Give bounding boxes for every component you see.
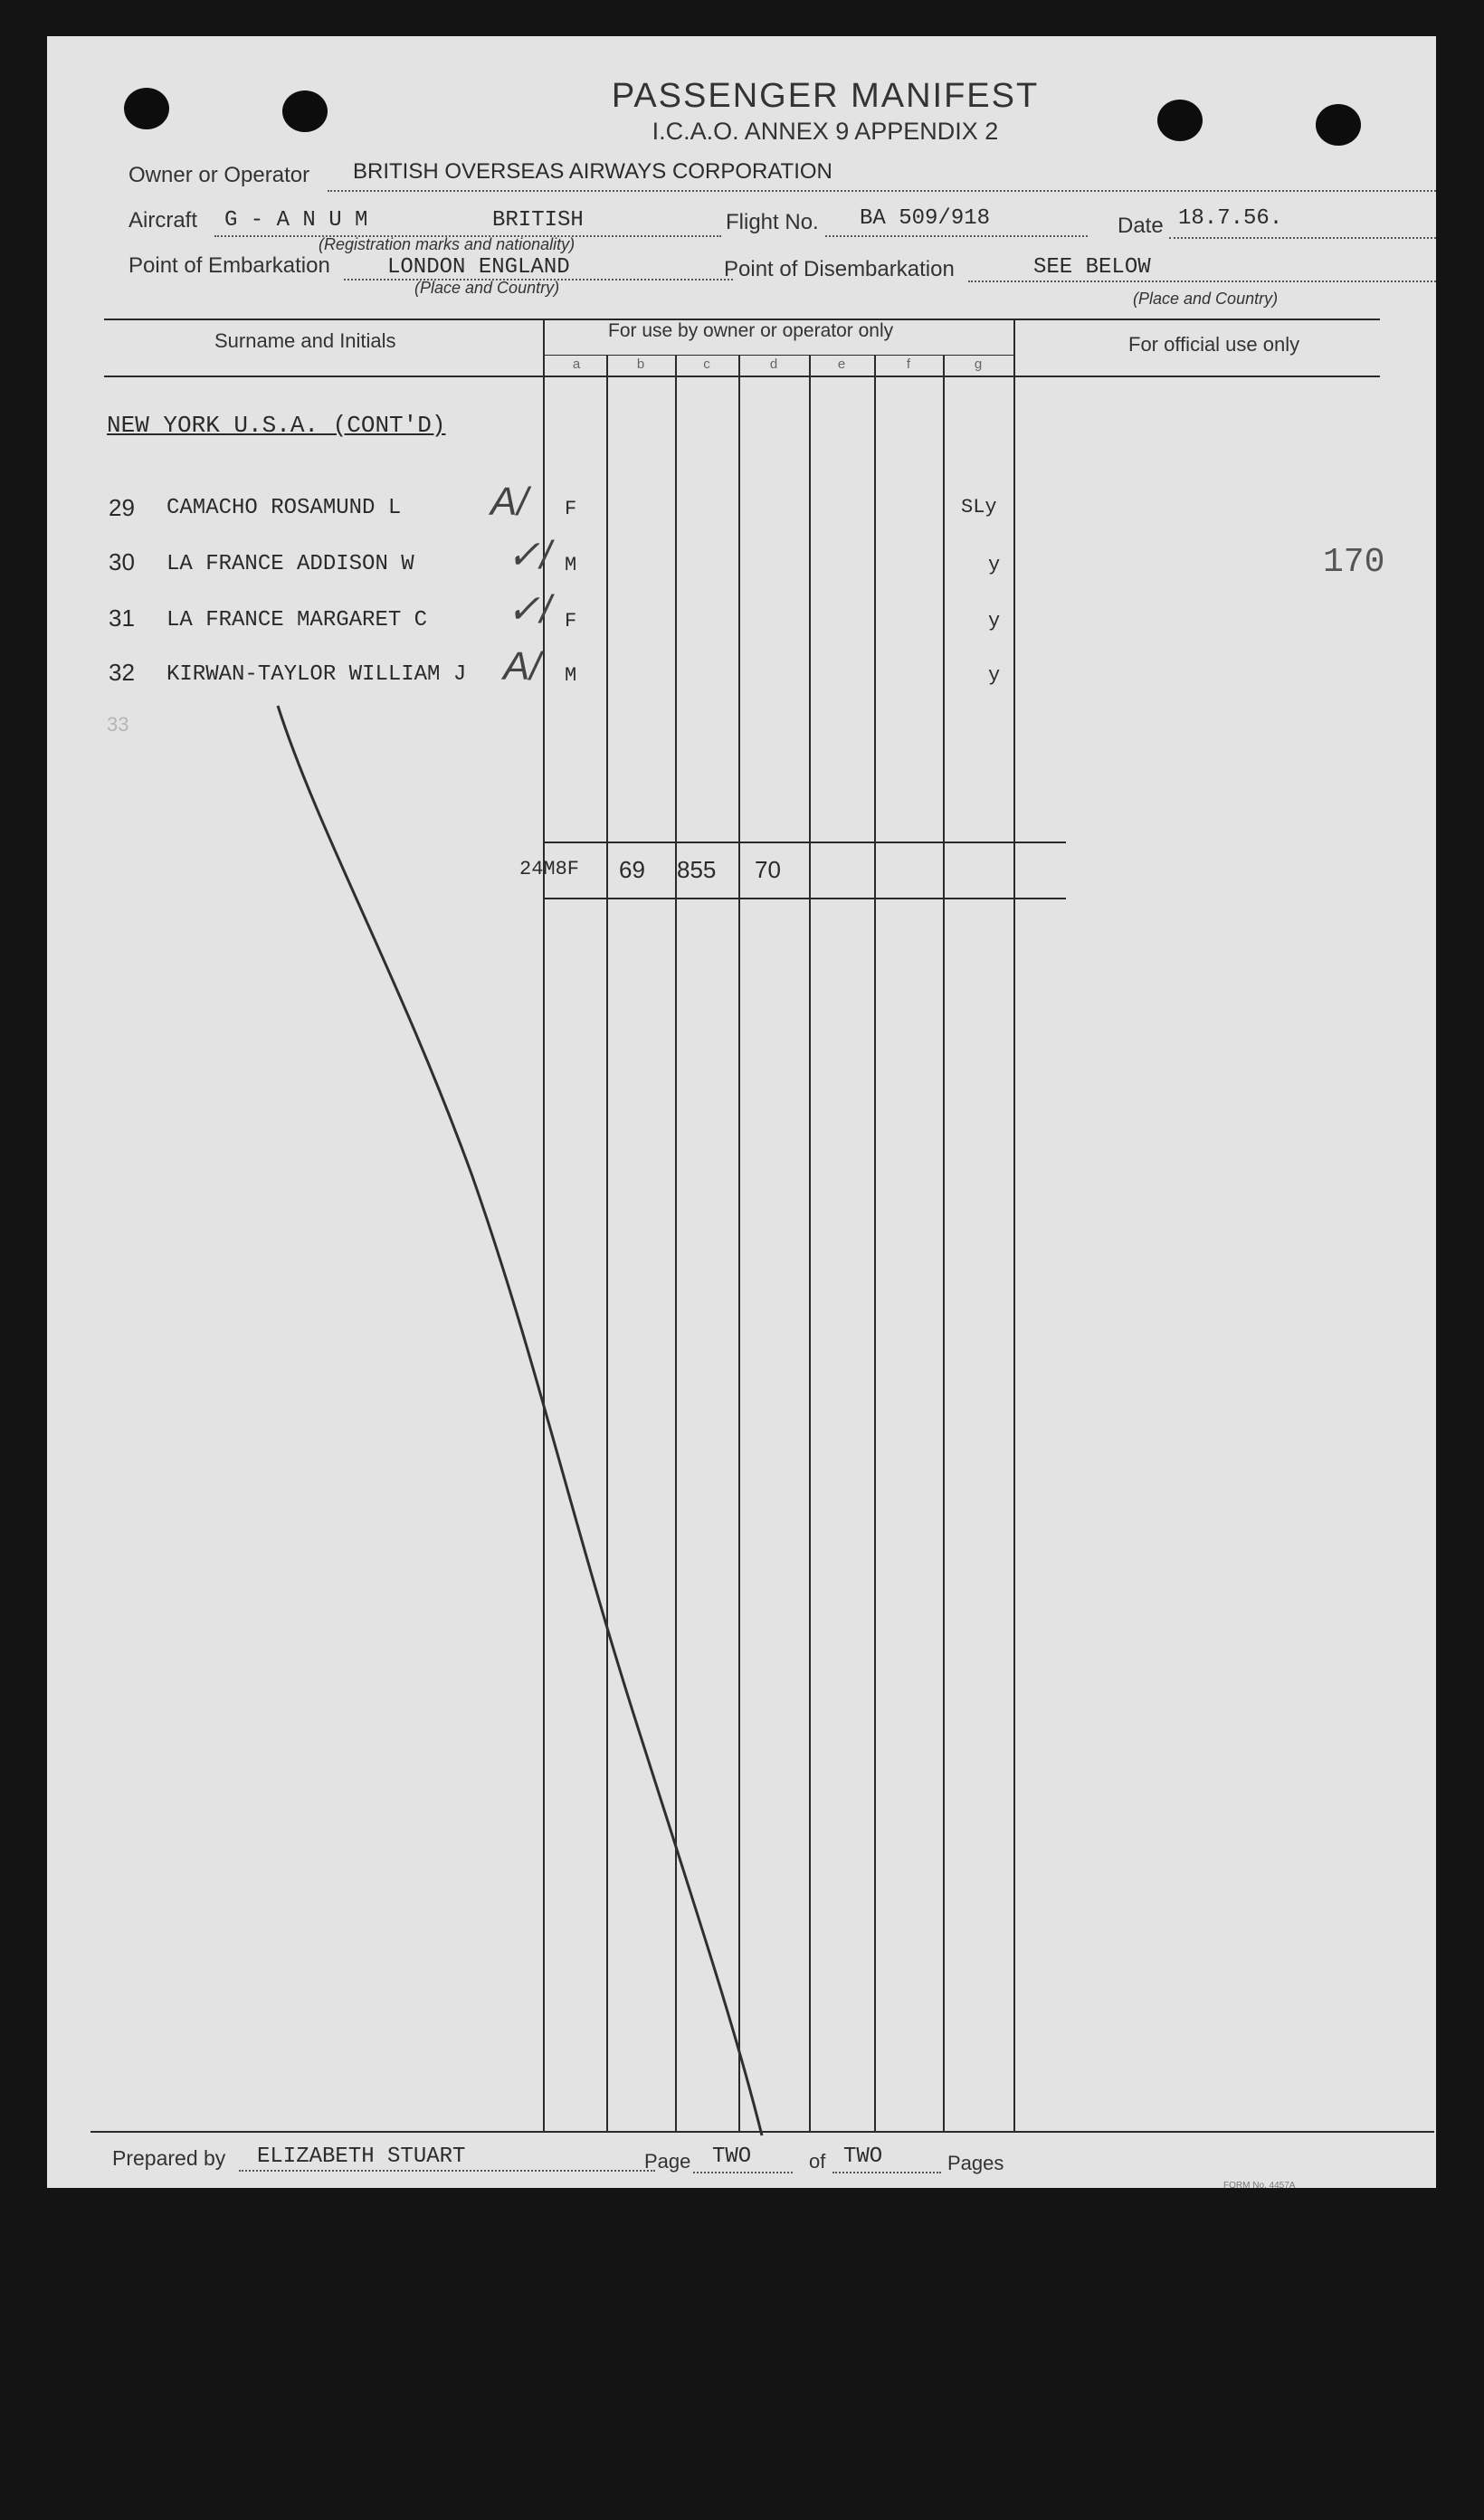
sex-value: M [565, 554, 577, 576]
row-number: 30 [109, 548, 135, 575]
prepared-value: ELIZABETH STUART [257, 2144, 466, 2169]
check-mark: A/ [503, 644, 541, 689]
official-number: 170 [1323, 543, 1385, 582]
row-number: 29 [109, 494, 135, 521]
check-mark: ✓/ [507, 533, 552, 577]
page-label: Page [644, 2150, 691, 2173]
date-label: Date [1118, 214, 1164, 238]
check-mark: ✓/ [507, 587, 552, 632]
total-b: 69 [619, 856, 645, 883]
sex-value: M [565, 664, 577, 687]
passenger-name: LA FRANCE MARGARET C [166, 608, 428, 632]
passenger-name: KIRWAN-TAYLOR WILLIAM J [166, 662, 467, 687]
passenger-name: LA FRANCE ADDISON W [166, 552, 414, 576]
col-header-c: c [703, 357, 710, 372]
col-g-value: y [988, 664, 1001, 687]
passenger-name: CAMACHO ROSAMUND L [166, 496, 402, 520]
disembark-value: SEE BELOW [1033, 255, 1151, 280]
flight-label: Flight No. [726, 210, 819, 234]
col-g-value: y [988, 554, 1001, 576]
aircraft-registration: G - A N U M [224, 208, 368, 233]
row-number: 32 [109, 659, 135, 686]
total-c: 855 [677, 856, 717, 883]
of-value: TWO [843, 2144, 883, 2169]
sex-value: F [565, 498, 577, 520]
official-header: For official use only [1128, 333, 1300, 356]
embark-caption: (Place and Country) [414, 279, 560, 297]
col-header-g: g [974, 357, 983, 372]
form-number: FORM No. 4457A [1223, 2181, 1296, 2191]
date-value: 18.7.56. [1178, 206, 1283, 231]
col-header-e: e [837, 357, 846, 372]
col-header-a: a [572, 357, 581, 372]
col-header-d: d [769, 357, 778, 372]
col-g-value: y [988, 610, 1001, 632]
owner-label: Owner or Operator [128, 163, 310, 187]
of-label: of [809, 2150, 826, 2173]
total-d: 70 [755, 856, 781, 883]
next-row-number: 33 [107, 713, 129, 736]
form-subtitle: I.C.A.O. ANNEX 9 APPENDIX 2 [652, 118, 999, 145]
operator-header: For use by owner or operator only [608, 320, 894, 341]
aircraft-caption: (Registration marks and nationality) [319, 235, 576, 253]
page-value: TWO [712, 2144, 752, 2169]
sex-value: F [565, 610, 577, 632]
pages-label: Pages [947, 2152, 1004, 2174]
surname-header: Surname and Initials [214, 329, 396, 352]
owner-value: BRITISH OVERSEAS AIRWAYS CORPORATION [353, 159, 832, 184]
col-g-value: SLy [961, 496, 997, 518]
prepared-label: Prepared by [112, 2146, 226, 2170]
check-mark: A/ [490, 480, 528, 524]
disembark-caption: (Place and Country) [1133, 290, 1279, 308]
manifest-sheet [47, 36, 1436, 2191]
disembark-label: Point of Disembarkation [724, 257, 955, 281]
embark-value: LONDON ENGLAND [387, 255, 570, 280]
form-title: PASSENGER MANIFEST [611, 77, 1040, 115]
aircraft-nationality: BRITISH [492, 208, 584, 233]
col-header-b: b [636, 357, 645, 372]
col-header-f: f [906, 357, 911, 372]
row-number: 31 [109, 604, 135, 632]
embark-label: Point of Embarkation [128, 253, 330, 278]
total-a: 24M8F [519, 858, 580, 880]
section-title: NEW YORK U.S.A. (CONT'D) [107, 412, 446, 439]
aircraft-label: Aircraft [128, 208, 198, 233]
flight-number: BA 509/918 [860, 206, 991, 231]
cancellation-stroke [47, 36, 1436, 2188]
